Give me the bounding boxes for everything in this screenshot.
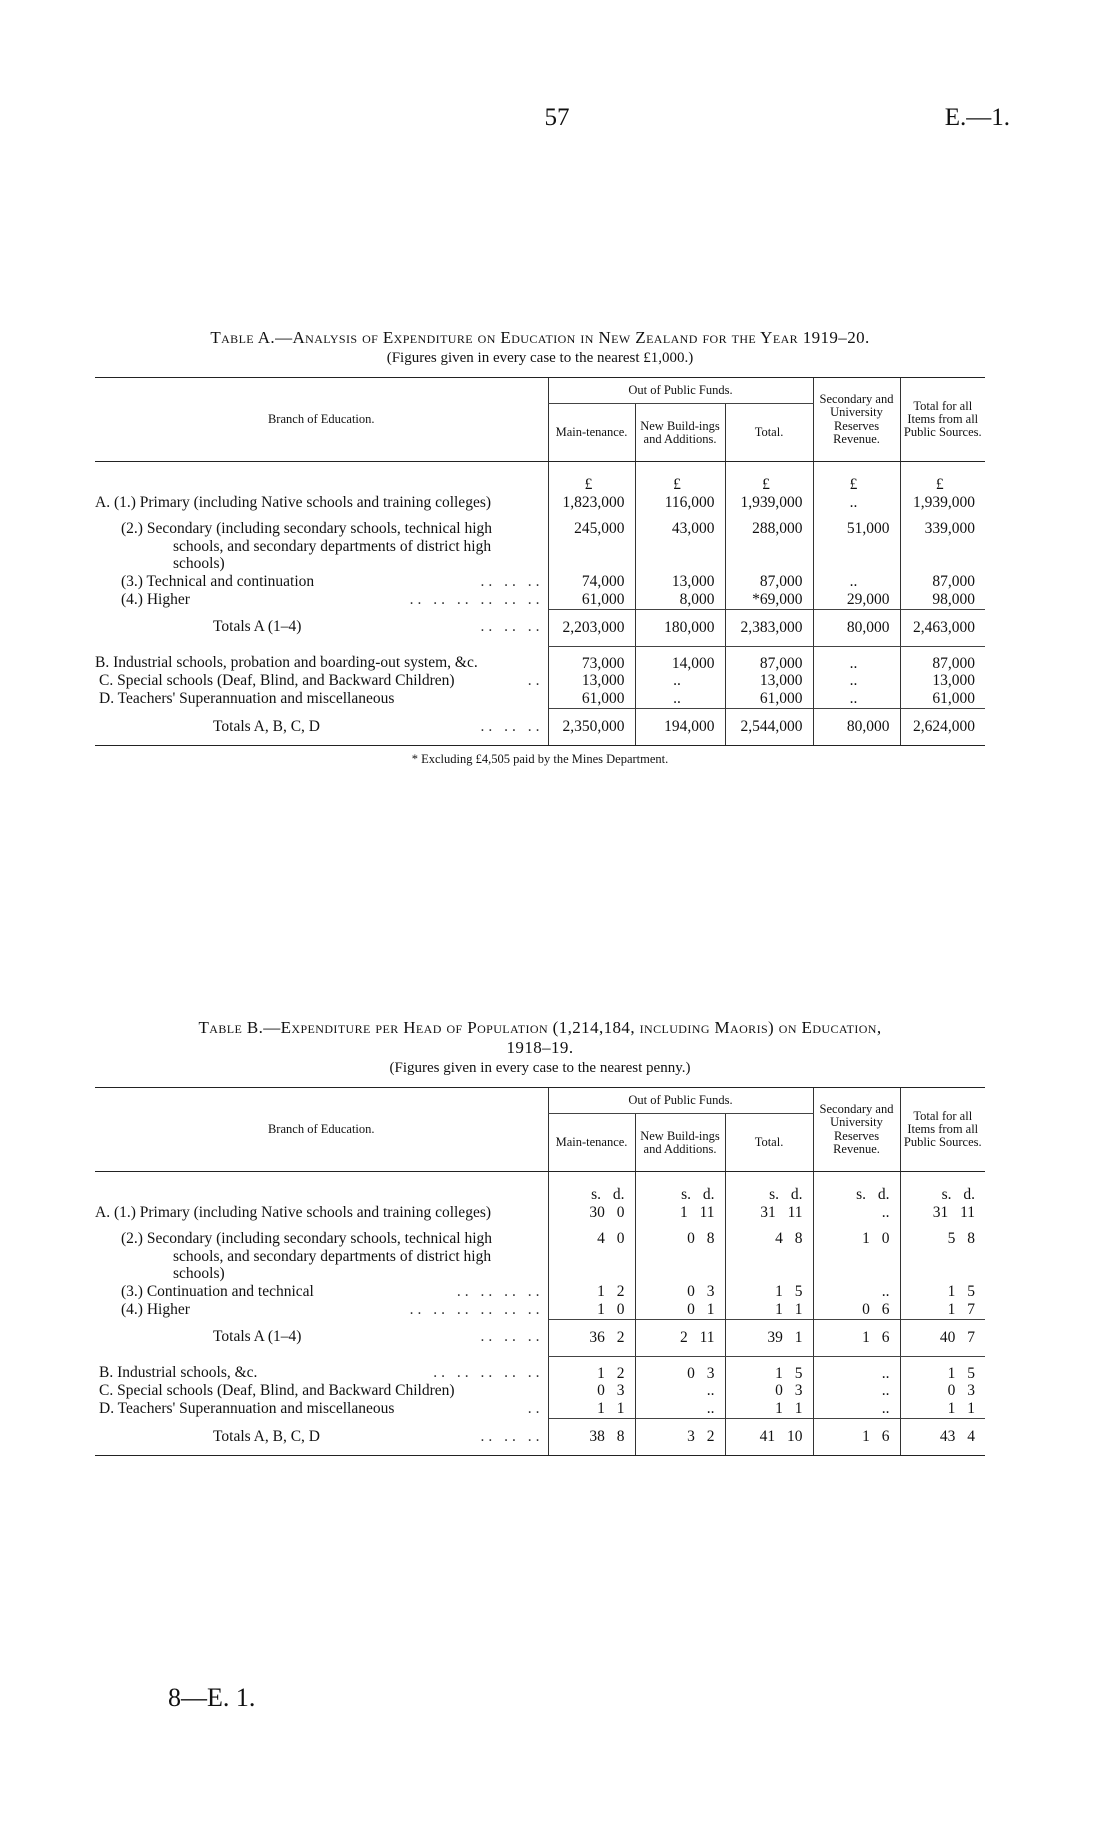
table-a <box>95 377 985 746</box>
table-a-title-text: —Analysis of Expenditure on Education in New Zealand for the Year 1919–20. <box>275 328 870 347</box>
units-row <box>95 1172 985 1204</box>
cell: 1 2 <box>548 1356 635 1382</box>
totals-row: Totals A (1–4) .. .. .. 2,203,000 180,000 2,383,000 80,000 2,463,000 <box>95 609 985 646</box>
total-cell: 40 7 <box>900 1319 985 1356</box>
cell: 31 11 <box>725 1204 813 1222</box>
cell: 1 5 <box>725 1356 813 1382</box>
cell: 1 0 <box>813 1222 900 1283</box>
unit-cell: s. d. <box>813 1172 900 1204</box>
cell: 339,000 <box>900 512 985 573</box>
cell: 4 8 <box>725 1222 813 1283</box>
cell: 43,000 <box>635 512 725 573</box>
table-row <box>95 1382 985 1400</box>
unit-cell: £ <box>548 462 635 494</box>
totals-label: Totals A (1–4) <box>213 618 302 636</box>
cell: 0 3 <box>725 1382 813 1400</box>
footer-mark: 8—E. 1. <box>168 1683 256 1712</box>
row-label: (2.) Secondary (including secondary schools, technical high schools, and secondary departments of district high schools) <box>121 519 493 573</box>
cell: *69,000 <box>725 591 813 609</box>
cell: 1 1 <box>900 1400 985 1418</box>
table-row <box>95 646 985 672</box>
row-label: (4.) Higher <box>121 591 190 608</box>
page-number: 57 <box>544 104 570 131</box>
cell: .. <box>813 690 900 708</box>
header-public-funds: Out of Public Funds. <box>548 1088 813 1114</box>
cell: 1 2 <box>548 1283 635 1301</box>
unit-cell: £ <box>635 462 725 494</box>
cell: 29,000 <box>813 591 900 609</box>
table-row <box>95 1204 985 1222</box>
cell: 1 1 <box>725 1400 813 1418</box>
table-b-subtitle: (Figures given in every case to the nearest penny.) <box>389 1060 691 1076</box>
cell: 0 1 <box>635 1301 725 1319</box>
cell: 13,000 <box>725 672 813 690</box>
cell: .. <box>813 494 900 512</box>
table-row: D. Teachers' Superannuation and miscellaneous .. 1 1 .. 1 1 .. 1 1 <box>95 1400 985 1418</box>
cell: 1 5 <box>900 1356 985 1382</box>
cell: 1,823,000 <box>548 494 635 512</box>
row-label: A. (1.) Primary (including Native schools and training colleges) <box>95 1203 492 1221</box>
cell: 1 5 <box>725 1283 813 1301</box>
cell: .. <box>813 573 900 591</box>
header-maintenance: Main-tenance. <box>548 404 635 462</box>
cell: 0 3 <box>635 1356 725 1382</box>
totals-row: Totals A, B, C, D .. .. .. 2,350,000 194,000 2,544,000 80,000 2,624,000 <box>95 709 985 746</box>
table-row <box>95 494 985 512</box>
row-label: A. (1.) Primary (including Native schools and training colleges) <box>95 493 492 511</box>
totals-row: Totals A, B, C, D .. .. .. 38 8 3 2 41 10 1 6 43 4 <box>95 1419 985 1456</box>
cell: 5 8 <box>900 1222 985 1283</box>
unit-cell: s. d. <box>725 1172 813 1204</box>
table-row: (4.) Higher .. .. .. .. .. .. 1 0 0 1 1 1 0 6 1 7 <box>95 1301 985 1319</box>
cell: .. <box>635 1400 725 1418</box>
table-a-title <box>95 328 985 348</box>
header-secondary-revenue: Secondary and University Reserves Revenue. <box>813 1088 900 1172</box>
cell: 1,939,000 <box>725 494 813 512</box>
row-label: (3.) Technical and continuation <box>121 573 315 591</box>
cell: 8,000 <box>635 591 725 609</box>
cell: .. <box>813 1400 900 1418</box>
cell: .. <box>813 1382 900 1400</box>
row-label: B. Industrial schools, &c. <box>99 1364 258 1382</box>
unit-cell: s. d. <box>548 1172 635 1204</box>
table-row <box>95 690 985 708</box>
row-label: (3.) Continuation and technical <box>121 1283 314 1301</box>
header-branch: Branch of Education. <box>95 378 548 462</box>
cell: 0 3 <box>900 1382 985 1400</box>
table-row: (3.) Technical and continuation .. .. .. 74,000 13,000 87,000 .. 87,000 <box>95 573 985 591</box>
cell: .. <box>813 1356 900 1382</box>
row-label: D. Teachers' Superannuation and miscellaneous <box>99 690 395 708</box>
table-row: (4.) Higher .. .. .. .. .. .. 61,000 8,000 *69,000 29,000 98,000 <box>95 591 985 609</box>
header-new-buildings: New Build-ings and Additions. <box>635 1114 725 1172</box>
page-reference: E.—1. <box>944 104 1010 131</box>
row-label: D. Teachers' Superannuation and miscellaneous <box>99 1400 395 1418</box>
row-label: B. Industrial schools, probation and boarding-out system, &c. <box>95 654 478 672</box>
cell: 61,000 <box>548 591 635 609</box>
total-cell: 180,000 <box>635 609 725 646</box>
totals-label: Totals A (1–4) <box>213 1328 302 1346</box>
cell: 1 0 <box>548 1301 635 1319</box>
cell: 98,000 <box>900 591 985 609</box>
unit-cell: £ <box>900 462 985 494</box>
header-total-all: Total for all Items from all Public Sources. <box>900 378 985 462</box>
cell: 87,000 <box>900 646 985 672</box>
row-label: (4.) Higher <box>121 1301 190 1318</box>
total-cell: 2,463,000 <box>900 609 985 646</box>
cell: 116,000 <box>635 494 725 512</box>
cell: 87,000 <box>725 646 813 672</box>
cell: 13,000 <box>900 672 985 690</box>
cell: 1 7 <box>900 1301 985 1319</box>
header-total: Total. <box>725 404 813 462</box>
total-cell: 2 11 <box>635 1319 725 1356</box>
table-a-section <box>95 328 985 767</box>
table-row <box>95 512 985 573</box>
total-cell: 2,350,000 <box>548 709 635 746</box>
cell: 1 1 <box>548 1400 635 1418</box>
header-public-funds: Out of Public Funds. <box>548 378 813 404</box>
table-b <box>95 1087 985 1456</box>
cell: .. <box>813 672 900 690</box>
unit-cell: £ <box>813 462 900 494</box>
table-a-footnote: * Excluding £4,505 paid by the Mines Department. <box>411 751 669 766</box>
cell: .. <box>813 1283 900 1301</box>
total-cell: 2,203,000 <box>548 609 635 646</box>
row-label: C. Special schools (Deaf, Blind, and Backward Children) <box>99 1382 455 1400</box>
cell: 61,000 <box>725 690 813 708</box>
totals-label: Totals A, B, C, D <box>213 1427 320 1445</box>
cell: 0 3 <box>548 1382 635 1400</box>
cell: 288,000 <box>725 512 813 573</box>
table-row: C. Special schools (Deaf, Blind, and Backward Children) .. 13,000 .. 13,000 .. 13,000 <box>95 672 985 690</box>
total-cell: 2,383,000 <box>725 609 813 646</box>
cell: 0 3 <box>635 1283 725 1301</box>
header-maintenance: Main-tenance. <box>548 1114 635 1172</box>
cell: 31 11 <box>900 1204 985 1222</box>
cell: .. <box>635 1382 725 1400</box>
cell: 0 6 <box>813 1301 900 1319</box>
header-branch: Branch of Education. <box>95 1088 548 1172</box>
header-new-buildings: New Build-ings and Additions. <box>635 404 725 462</box>
table-b-title <box>95 1018 985 1038</box>
total-cell: 194,000 <box>635 709 725 746</box>
cell: 74,000 <box>548 573 635 591</box>
cell: 13,000 <box>548 672 635 690</box>
cell: 87,000 <box>725 573 813 591</box>
total-cell: 38 8 <box>548 1419 635 1456</box>
totals-label: Totals A, B, C, D <box>213 717 320 735</box>
table-b-section <box>95 1018 985 1456</box>
total-cell: 2,544,000 <box>725 709 813 746</box>
header-total-all: Total for all Items from all Public Sources. <box>900 1088 985 1172</box>
cell: 61,000 <box>900 690 985 708</box>
table-b-title-text: —Expenditure per Head of Population (1,214,184, including Maoris) on Education, <box>263 1018 882 1037</box>
cell: 4 0 <box>548 1222 635 1283</box>
cell: 1 11 <box>635 1204 725 1222</box>
header-secondary-revenue: Secondary and University Reserves Revenue. <box>813 378 900 462</box>
cell: 73,000 <box>548 646 635 672</box>
cell: .. <box>635 672 725 690</box>
total-cell: 1 6 <box>813 1319 900 1356</box>
cell: 87,000 <box>900 573 985 591</box>
total-cell: 36 2 <box>548 1319 635 1356</box>
cell: .. <box>813 1204 900 1222</box>
cell: 0 8 <box>635 1222 725 1283</box>
total-cell: 80,000 <box>813 609 900 646</box>
cell: 245,000 <box>548 512 635 573</box>
cell: 1 1 <box>725 1301 813 1319</box>
total-cell: 43 4 <box>900 1419 985 1456</box>
total-cell: 41 10 <box>725 1419 813 1456</box>
table-row <box>95 1222 985 1283</box>
total-cell: 1 6 <box>813 1419 900 1456</box>
cell: .. <box>813 646 900 672</box>
table-row: (3.) Continuation and technical .. .. .. .. 1 2 0 3 1 5 .. 1 5 <box>95 1283 985 1301</box>
total-cell: 39 1 <box>725 1319 813 1356</box>
total-cell: 3 2 <box>635 1419 725 1456</box>
total-cell: 2,624,000 <box>900 709 985 746</box>
cell: 1 5 <box>900 1283 985 1301</box>
table-row: B. Industrial schools, &c. .. .. .. .. .. 1 2 0 3 1 5 .. 1 5 <box>95 1356 985 1382</box>
cell: 14,000 <box>635 646 725 672</box>
unit-cell: s. d. <box>900 1172 985 1204</box>
table-b-title-prefix: Table B. <box>198 1018 264 1037</box>
table-a-title-prefix: Table A. <box>210 328 276 347</box>
table-a-subtitle: (Figures given in every case to the nearest £1,000.) <box>386 350 694 366</box>
row-label: (2.) Secondary (including secondary schools, technical high schools, and secondary departments of district high schools) <box>121 1229 493 1283</box>
table-b-title-line2: 1918–19. <box>506 1038 574 1057</box>
cell: 13,000 <box>635 573 725 591</box>
cell: 1,939,000 <box>900 494 985 512</box>
cell: .. <box>635 690 725 708</box>
units-row <box>95 462 985 494</box>
header-total: Total. <box>725 1114 813 1172</box>
row-label: C. Special schools (Deaf, Blind, and Backward Children) <box>99 672 455 690</box>
cell: 51,000 <box>813 512 900 573</box>
unit-cell: s. d. <box>635 1172 725 1204</box>
unit-cell: £ <box>725 462 813 494</box>
cell: 61,000 <box>548 690 635 708</box>
cell: 30 0 <box>548 1204 635 1222</box>
total-cell: 80,000 <box>813 709 900 746</box>
totals-row: Totals A (1–4) .. .. .. 36 2 2 11 39 1 1 6 40 7 <box>95 1319 985 1356</box>
